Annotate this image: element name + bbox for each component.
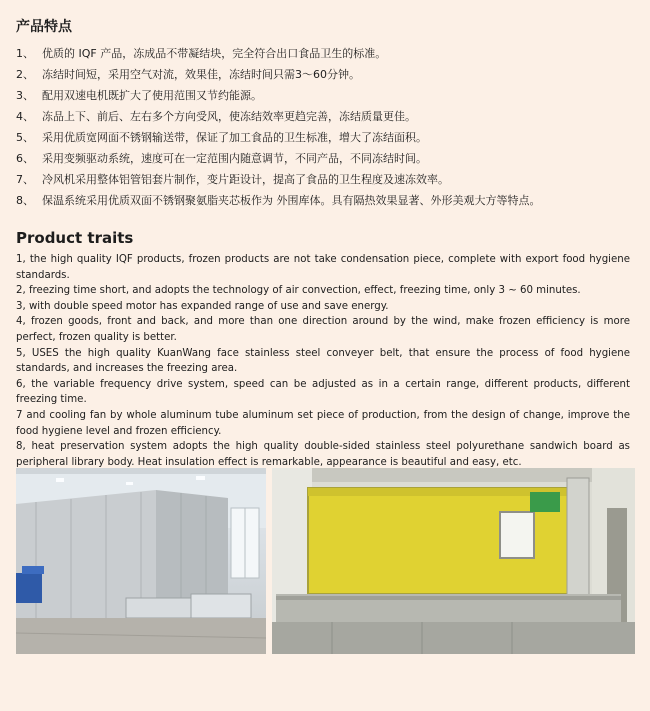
- list-item: [16, 64, 636, 85]
- list-item: 2, freezing time short, and adopts the technology of air convection, effect, freezing time, only 3 ~ 60 minutes.: [16, 285, 581, 297]
- list-item: [16, 43, 636, 64]
- item-text: 优质的 IQF 产品，冻成品不带凝结块，完全符合出口食品卫生的标准。: [42, 47, 387, 60]
- item-text: 冻品上下、前后、左右多个方向受风，使冻结效率更趋完善，冻结质量更佳。: [42, 110, 416, 123]
- item-text: 采用优质宽网面不锈钢输送带，保证了加工食品的卫生标准，增大了冻结面积。: [42, 131, 427, 144]
- item-number: 5、: [16, 131, 34, 144]
- list-item: 5, USES the high quality KuanWang face stainless steel conveyer belt, that ensure the process of food hygiene standards, and increases the freezing area.: [16, 347, 630, 375]
- item-text: 冷风机采用整体铝管铝套片制作，变片距设计，提高了食品的卫生程度及速冻效率。: [42, 173, 449, 186]
- list-item: 6, the variable frequency drive system, speed can be adjusted as in a certain range, different products, different freezing time.: [16, 378, 630, 406]
- english-section-title: Product traits: [16, 229, 134, 247]
- list-item: 8, heat preservation system adopts the high quality double-sided stainless steel polyurethane sandwich board as peripheral library body. Heat insulation effect is remarkable, appearance is beautiful and easy, etc.: [16, 441, 630, 468]
- item-text: 采用变频驱动系统，速度可在一定范围内随意调节，不同产品，不同冻结时间。: [42, 152, 427, 165]
- spiral-freezer-photo: [272, 468, 635, 654]
- list-item: 7 and cooling fan by whole aluminum tube aluminum set piece of production, from the design of change, improve the food hygiene level and frozen efficiency.: [16, 409, 630, 437]
- list-item: [16, 190, 636, 211]
- list-item: 1, the high quality IQF products, frozen products are not take condensation piece, complete with export food hygiene standards.: [16, 254, 630, 281]
- item-number: 8、: [16, 194, 34, 207]
- list-item: 3, with double speed motor has expanded range of use and save energy.: [16, 300, 389, 312]
- product-photos: [16, 468, 635, 654]
- list-item: [16, 106, 636, 127]
- list-item: [16, 148, 636, 169]
- item-number: 7、: [16, 173, 34, 186]
- tunnel-freezer-photo: [16, 468, 266, 654]
- tunnel-freezer-illustration: [16, 468, 266, 654]
- list-item: [16, 169, 636, 190]
- item-number: 1、: [16, 47, 34, 60]
- item-number: 3、: [16, 89, 34, 102]
- list-item: [16, 127, 636, 148]
- item-text: 保温系统采用优质双面不锈钢聚氨脂夹芯板作为 外围库体。具有隔热效果显著、外形美观大方等特点。: [42, 194, 541, 207]
- item-text: 冻结时间短，采用空气对流，效果佳，冻结时间只需3～60分钟。: [42, 68, 360, 81]
- spiral-freezer-illustration: [272, 468, 635, 654]
- item-number: 4、: [16, 110, 34, 123]
- chinese-feature-list: [16, 43, 636, 211]
- item-number: 2、: [16, 68, 34, 81]
- list-item: 4, frozen goods, front and back, and more than one direction around by the wind, make frozen efficiency is more perfect, frozen quality is better.: [16, 316, 630, 343]
- item-number: 6、: [16, 152, 34, 165]
- english-feature-list: [16, 252, 630, 470]
- chinese-section-title: 产品特点: [16, 19, 72, 35]
- item-text: 配用双速电机既扩大了使用范围又节约能源。: [42, 89, 262, 102]
- list-item: [16, 85, 636, 106]
